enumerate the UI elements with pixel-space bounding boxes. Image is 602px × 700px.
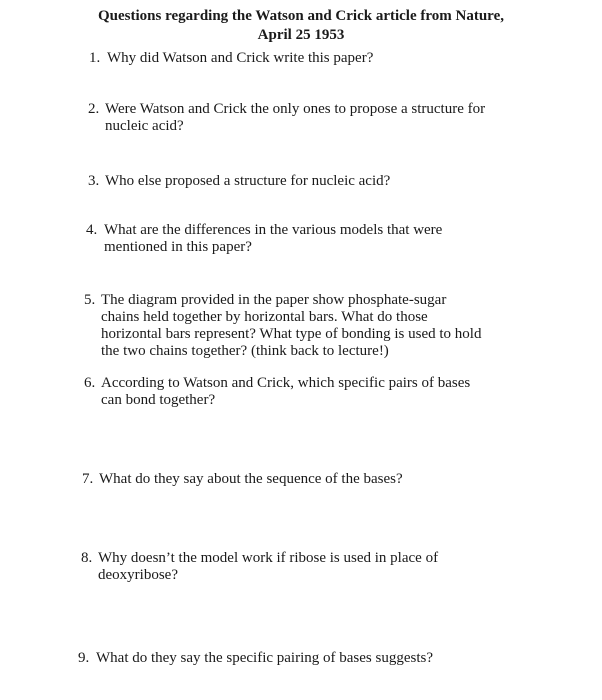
- question-text: mentioned in this paper?: [104, 239, 252, 255]
- document-title: Questions regarding the Watson and Crick article from Nature,: [98, 8, 504, 24]
- question-number: 7.: [82, 471, 94, 487]
- question-text: What are the differences in the various models that were: [104, 222, 443, 238]
- question-8: [81, 550, 438, 584]
- question-2: [88, 101, 485, 135]
- question-number: 5.: [84, 292, 96, 308]
- question-number: 9.: [78, 650, 90, 666]
- question-number: 2.: [88, 101, 100, 117]
- question-5: [84, 292, 481, 360]
- question-number: 4.: [86, 222, 98, 238]
- question-1: [89, 50, 373, 67]
- question-7: [82, 471, 403, 488]
- question-text: Why did Watson and Crick write this paper?: [107, 50, 374, 66]
- question-text: Who else proposed a structure for nucleic acid?: [105, 173, 391, 189]
- question-text: The diagram provided in the paper show phosphate-sugar: [101, 292, 447, 308]
- question-9: [78, 650, 433, 667]
- question-6: [84, 375, 470, 409]
- question-text: can bond together?: [101, 392, 216, 408]
- question-text: horizontal bars represent? What type of bonding is used to hold: [101, 326, 482, 342]
- question-number: 6.: [84, 375, 96, 391]
- question-number: 1.: [89, 50, 101, 66]
- question-text: deoxyribose?: [98, 567, 178, 583]
- question-text: What do they say about the sequence of the bases?: [99, 471, 403, 487]
- question-number: 8.: [81, 550, 93, 566]
- question-number: 3.: [88, 173, 100, 189]
- question-text: Were Watson and Crick the only ones to propose a structure for: [105, 101, 486, 117]
- question-4: [86, 222, 442, 256]
- question-text: chains held together by horizontal bars. What do those: [101, 309, 428, 325]
- question-text: nucleic acid?: [105, 118, 184, 134]
- question-3: [88, 173, 390, 190]
- question-text: What do they say the specific pairing of bases suggests?: [96, 650, 433, 666]
- question-text: the two chains together? (think back to lecture!): [101, 343, 389, 359]
- question-text: According to Watson and Crick, which specific pairs of bases: [101, 375, 471, 391]
- document-date: April 25 1953: [257, 27, 345, 43]
- question-text: Why doesn’t the model work if ribose is used in place of: [98, 550, 439, 566]
